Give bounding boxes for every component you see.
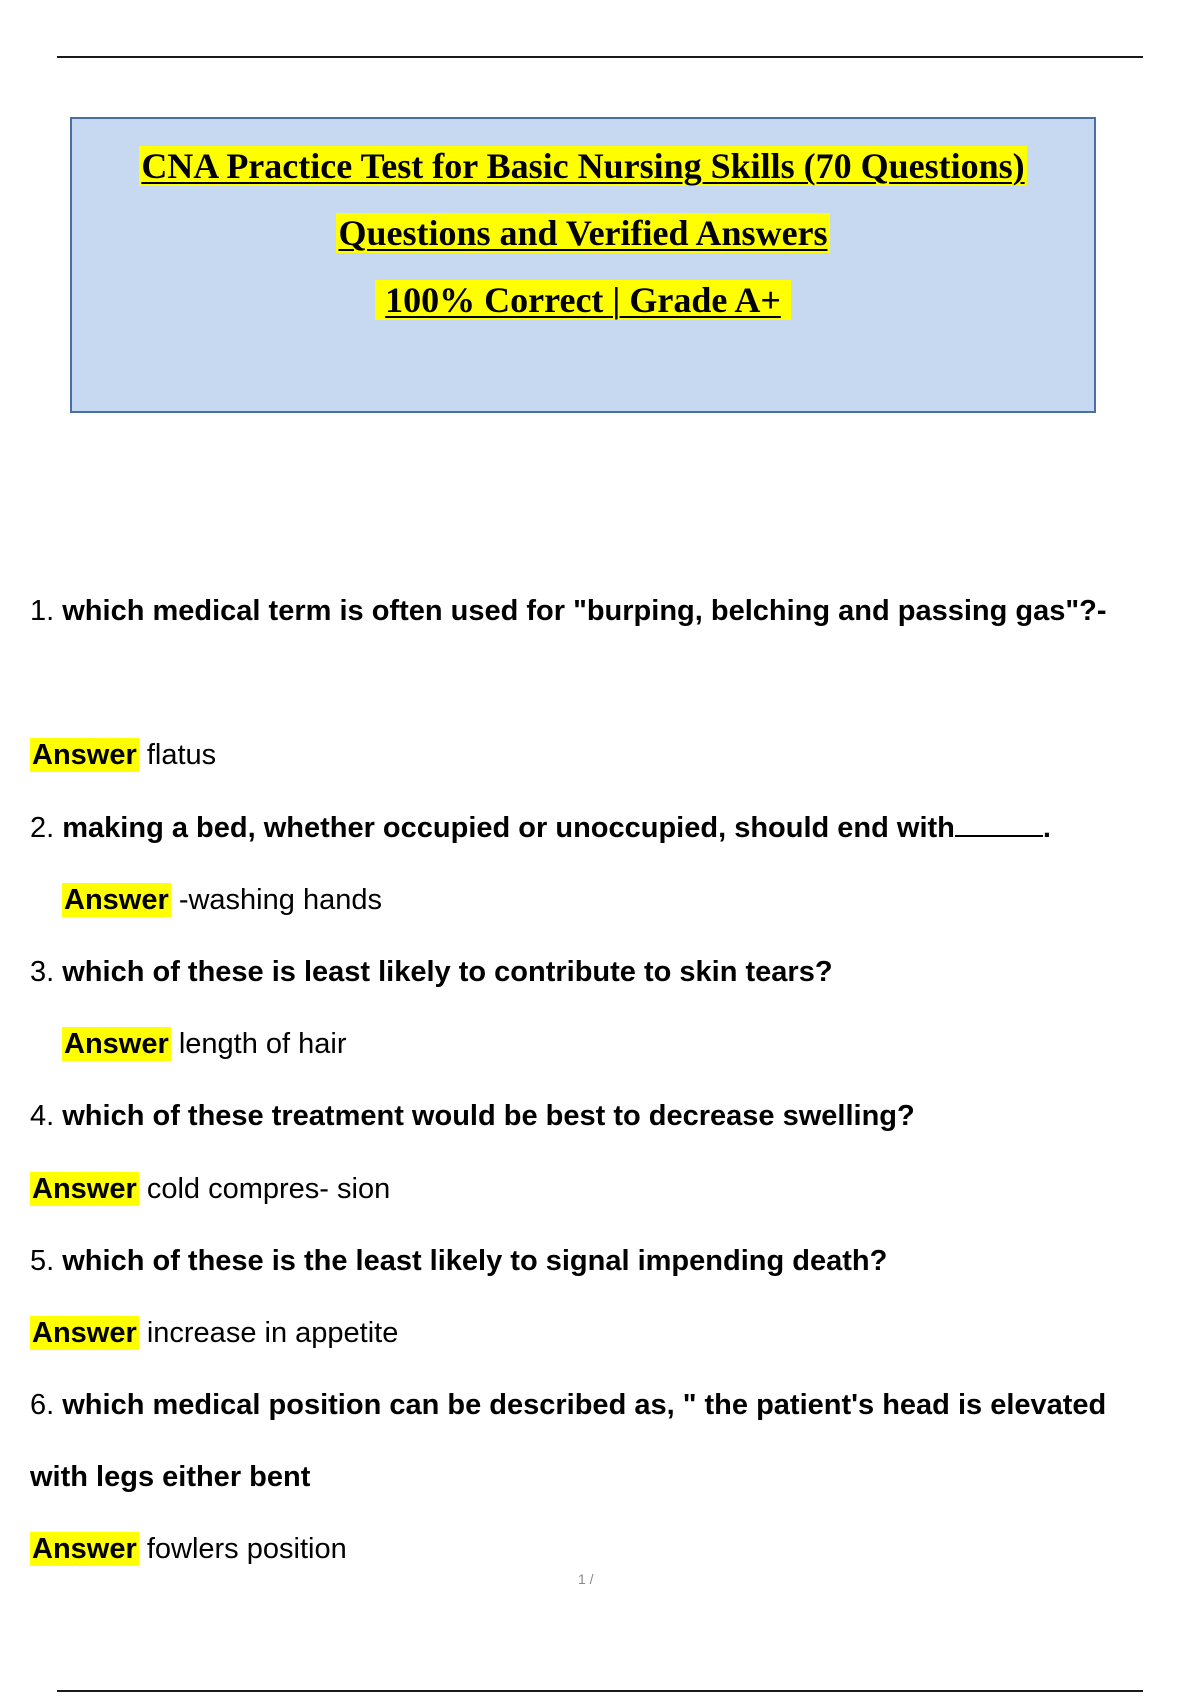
answer-6: Answer fowlers position bbox=[32, 1533, 347, 1565]
answer-1: Answer flatus bbox=[32, 739, 217, 771]
title-box bbox=[70, 117, 1096, 413]
answer-label: Answer bbox=[32, 1173, 137, 1205]
fill-in-blank bbox=[955, 813, 1043, 837]
answer-label: Answer bbox=[64, 884, 169, 916]
question-1: 1. which medical term is often used for "burping, belching and passing gas"?- bbox=[30, 595, 1107, 627]
answer-label: Answer bbox=[32, 1533, 137, 1565]
page-number: 1 / bbox=[578, 1571, 594, 1587]
bottom-rule bbox=[57, 1690, 1143, 1692]
question-5: 5. which of these is the least likely to signal impending death? bbox=[30, 1245, 888, 1277]
answer-3: Answer length of hair bbox=[64, 1028, 347, 1060]
answer-label: Answer bbox=[32, 739, 137, 771]
top-rule bbox=[57, 56, 1143, 58]
title-line-3: 100% Correct | Grade A+ bbox=[72, 279, 1094, 321]
title-line-1: CNA Practice Test for Basic Nursing Skills (70 Questions) bbox=[141, 146, 1025, 186]
question-6-continued: with legs either bent bbox=[30, 1461, 311, 1493]
question-2: 2. making a bed, whether occupied or unoccupied, should end with . bbox=[30, 812, 1051, 844]
answer-2: Answer -washing hands bbox=[64, 884, 382, 916]
question-4: 4. which of these treatment would be best to decrease swelling? bbox=[30, 1100, 915, 1132]
answer-label: Answer bbox=[32, 1317, 137, 1349]
answer-4: Answer cold compres- sion bbox=[32, 1173, 391, 1205]
answer-5: Answer increase in appetite bbox=[32, 1317, 399, 1349]
title-line-2: Questions and Verified Answers bbox=[338, 213, 828, 253]
answer-label: Answer bbox=[64, 1028, 169, 1060]
question-3: 3. which of these is least likely to contribute to skin tears? bbox=[30, 956, 833, 988]
question-6: 6. which medical position can be described as, " the patient's head is elevated bbox=[30, 1389, 1107, 1421]
